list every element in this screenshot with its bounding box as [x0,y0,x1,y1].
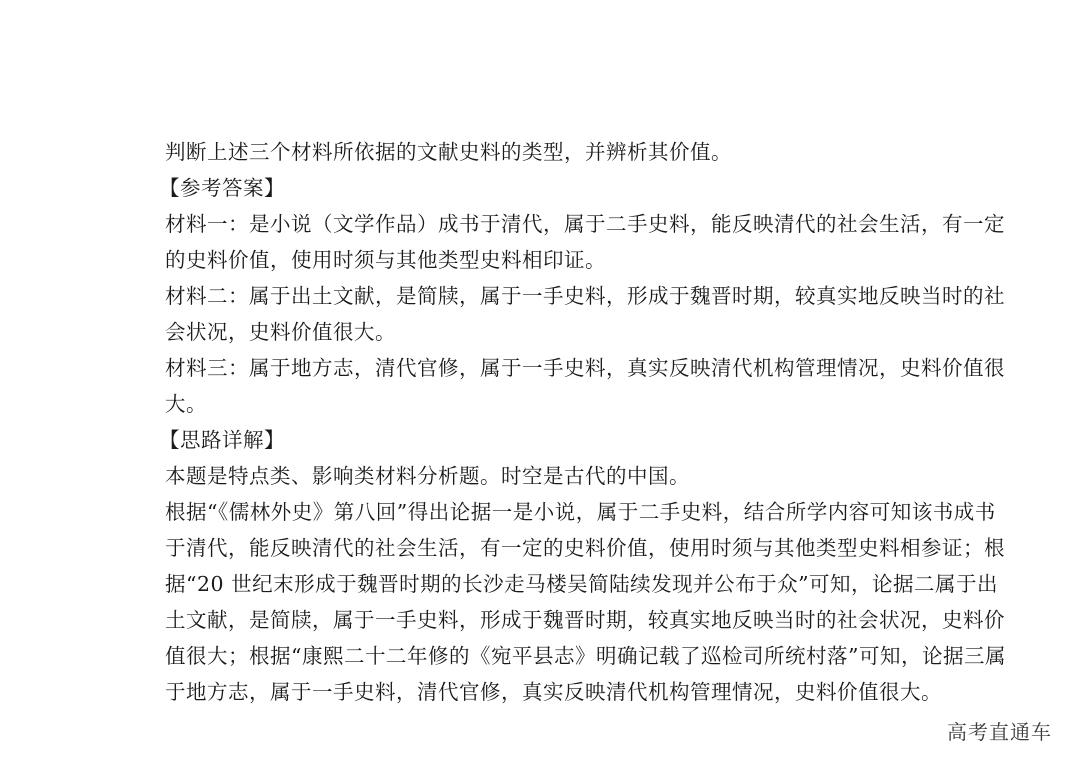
question-text: 判断上述三个材料所依据的文献史料的类型，并辨析其价值。 [165,140,732,164]
analysis-line: 土文献，是简牍，属于一手史料，形成于魏晋时期，较真实地反映当时的社会状况，史料价 [165,608,1005,632]
analysis-line: 本题是特点类、影响类材料分析题。时空是古代的中国。 [165,464,690,488]
answer-line: 材料一：是小说（文学作品）成书于清代，属于二手史料，能反映清代的社会生活，有一定 [165,212,1005,236]
answer-line: 材料三：属于地方志，清代官修，属于一手史料，真实反映清代机构管理情况，史料价值很 [165,356,1005,380]
answer-line: 材料二：属于出土文献，是简牍，属于一手史料，形成于魏晋时期，较真实地反映当时的社 [165,284,1005,308]
answer-heading: 【参考答案】 [159,176,285,200]
analysis-line: 于清代，能反映清代的社会生活，有一定的史料价值，使用时须与其他类型史料相参证；根 [165,536,1005,560]
document-body [159,134,1006,710]
analysis-line: 值很大；根据“康熙二十二年修的《宛平县志》明确记载了巡检司所统村落”可知，论据三属 [165,644,1006,668]
analysis-heading: 【思路详解】 [159,428,285,452]
analysis-line: 据“20 世纪末形成于魏晋时期的长沙走马楼吴简陆续发现并公布于众”可知，论据二属于出 [165,572,999,596]
answer-line: 会状况，史料价值很大。 [165,320,396,344]
answer-line: 大。 [165,392,207,416]
analysis-line: 于地方志，属于一手史料，清代官修，真实反映清代机构管理情况，史料价值很大。 [165,680,942,704]
answer-line: 的史料价值，使用时须与其他类型史料相印证。 [165,248,606,272]
watermark-text: 高考直通车 [947,720,1052,744]
analysis-line: 根据“《儒林外史》第八回”得出论据一是小说，属于二手史料，结合所学内容可知该书成书 [165,500,996,524]
